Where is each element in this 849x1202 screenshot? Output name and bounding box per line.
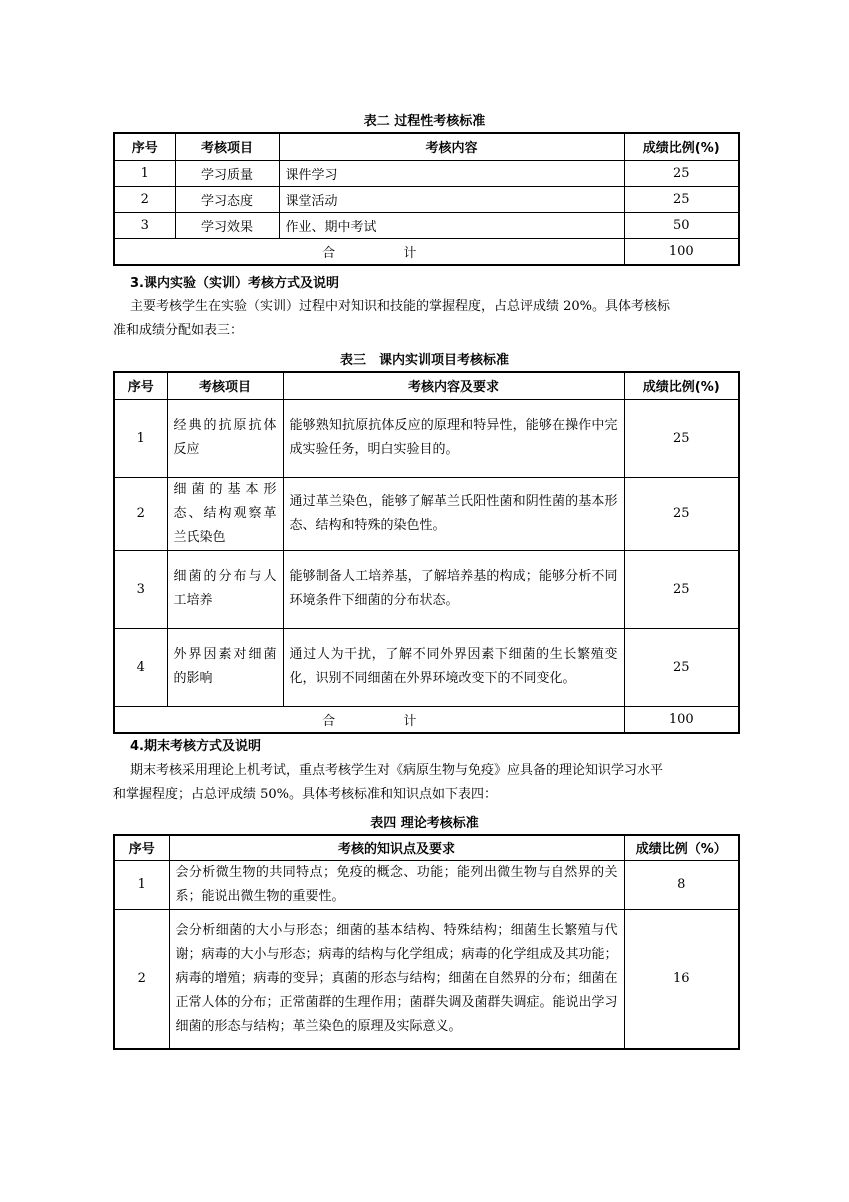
table2-row3-item: 学习效果 (175, 212, 279, 238)
table2-row1-item: 学习质量 (175, 160, 279, 186)
table3-row2-ratio: 25 (624, 477, 739, 550)
table-row (114, 628, 739, 706)
table2-total-right: 计 (403, 245, 417, 261)
table2-caption: 表二 过程性考核标准 (363, 114, 486, 129)
table4-caption: 表四 理论考核标准 (370, 816, 479, 831)
table3-total-right: 计 (403, 713, 417, 729)
section3-para-line2: 准和成绩分配如表三： (113, 323, 244, 338)
table2-row1-content: 课件学习 (279, 160, 624, 186)
section3-heading: 3.课内实验（实训）考核方式及说明 (130, 276, 339, 291)
table2-header-row (114, 133, 739, 160)
section4-para-line1: 期末考核采用理论上机考试，重点考核学生对《病原生物与免疫》应具备的理论知识学习水平 (130, 763, 664, 778)
table3-row4-item: 外界因素对细菌的影响 (167, 628, 283, 706)
section3-para-line1: 主要考核学生在实验（实训）过程中对知识和技能的掌握程度，占总评成绩 20%。具体考核标 (130, 299, 671, 314)
table2 (113, 132, 740, 266)
table-row (114, 399, 739, 477)
table3-row3-ratio: 25 (624, 550, 739, 628)
table3-total-value: 100 (624, 706, 739, 733)
table2-total-row (114, 238, 739, 265)
table3-header-ratio: 成绩比例(%) (624, 372, 739, 399)
table3-total-row (114, 706, 739, 733)
table3-caption: 表三 课内实训项目考核标准 (339, 353, 509, 368)
table2-row2-ratio: 25 (624, 186, 739, 212)
table-row (114, 212, 739, 238)
table3-row1-no: 1 (114, 399, 167, 477)
table2-row3-no: 3 (114, 212, 175, 238)
table3-total-left: 合 (322, 713, 336, 729)
table4-row2-ratio: 16 (624, 909, 739, 1049)
table2-row1-ratio: 25 (624, 160, 739, 186)
section4-paragraph (113, 759, 751, 807)
table4-row2-no: 2 (114, 909, 169, 1049)
table2-header-content: 考核内容 (279, 133, 624, 160)
table3-row2-content: 通过革兰染色，能够了解革兰氏阳性菌和阴性菌的基本形态、结构和特殊的染色性。 (283, 477, 624, 550)
table3-header-row (114, 372, 739, 399)
table3-header-no: 序号 (114, 372, 167, 399)
table3-header-content: 考核内容及要求 (283, 372, 624, 399)
table3-row3-content: 能够制备人工培养基，了解培养基的构成；能够分析不同环境条件下细菌的分布状态。 (283, 550, 624, 628)
table2-total-label (114, 238, 624, 265)
table2-header-ratio: 成绩比例(%) (624, 133, 739, 160)
table4 (113, 834, 740, 1050)
table3-row3-no: 3 (114, 550, 167, 628)
table-row (114, 477, 739, 550)
table2-row1-no: 1 (114, 160, 175, 186)
table2-row2-item: 学习态度 (175, 186, 279, 212)
table4-header-row (114, 835, 739, 860)
table3-row1-item: 经典的抗原抗体反应 (167, 399, 283, 477)
table3-row2-no: 2 (114, 477, 167, 550)
table2-header-item: 考核项目 (175, 133, 279, 160)
table-row (114, 160, 739, 186)
table3-row3-item: 细菌的分布与人工培养 (167, 550, 283, 628)
table4-row1-no: 1 (114, 860, 169, 909)
table3-row1-ratio: 25 (624, 399, 739, 477)
table4-header-content: 考核的知识点及要求 (169, 835, 624, 860)
table3 (113, 371, 740, 734)
table3-row2-item: 细菌的基本形态、结构观察革兰氏染色 (167, 477, 283, 550)
table3-row1-content: 能够熟知抗原抗体反应的原理和特异性，能够在操作中完成实验任务，明白实验目的。 (283, 399, 624, 477)
table3-total-label (114, 706, 624, 733)
table4-row1-content: 会分析微生物的共同特点；免疫的概念、功能；能列出微生物与自然界的关系；能说出微生物的重要性。 (169, 860, 624, 909)
table2-total-value: 100 (624, 238, 739, 265)
section4-heading: 4.期末考核方式及说明 (130, 739, 261, 754)
table4-row1-ratio: 8 (624, 860, 739, 909)
table2-row3-ratio: 50 (624, 212, 739, 238)
section4-para-line2: 和掌握程度；占总评成绩 50%。具体考核标准和知识点如下表四： (113, 787, 498, 802)
table2-total-left: 合 (322, 245, 336, 261)
table4-header-ratio: 成绩比例（%） (624, 835, 739, 860)
table2-row3-content: 作业、期中考试 (279, 212, 624, 238)
table3-row4-no: 4 (114, 628, 167, 706)
table3-row4-content: 通过人为干扰，了解不同外界因素下细菌的生长繁殖变化，识别不同细菌在外界环境改变下的不同变化。 (283, 628, 624, 706)
table-row (114, 186, 739, 212)
table2-row2-no: 2 (114, 186, 175, 212)
table3-row4-ratio: 25 (624, 628, 739, 706)
table4-header-no: 序号 (114, 835, 169, 860)
table3-header-item: 考核项目 (167, 372, 283, 399)
table2-row2-content: 课堂活动 (279, 186, 624, 212)
table-row (114, 860, 739, 909)
table4-row2-content: 会分析细菌的大小与形态；细菌的基本结构、特殊结构；细菌生长繁殖与代谢；病毒的大小与形态；病毒的结构与化学组成；病毒的化学组成及其功能；病毒的增殖；病毒的变异；真菌的形态与结构；细菌在自然界的分布；细菌在正常人体的分布；正常菌群的生理作用；菌群失调及菌群失调症。能说出学习细菌的形态与结构；革兰染色的原理及实际意义。 (169, 909, 624, 1049)
table-row (114, 909, 739, 1049)
table2-header-no: 序号 (114, 133, 175, 160)
section3-paragraph (113, 295, 751, 343)
table-row (114, 550, 739, 628)
